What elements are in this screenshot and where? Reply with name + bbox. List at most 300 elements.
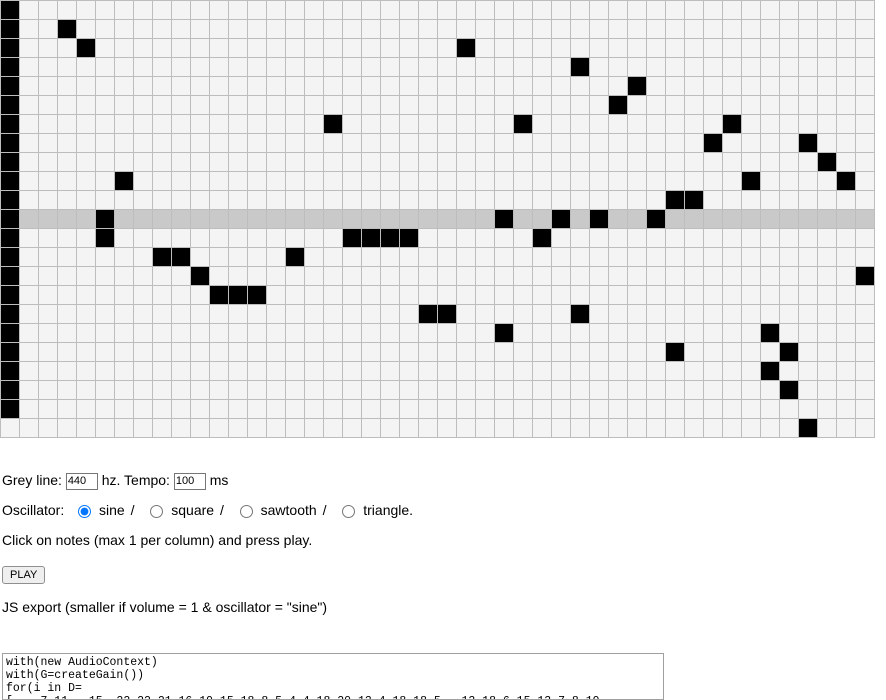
grid-cell[interactable] xyxy=(191,248,210,267)
grid-cell[interactable] xyxy=(96,267,115,286)
grid-cell[interactable] xyxy=(20,381,39,400)
grid-cell[interactable] xyxy=(476,343,495,362)
grid-cell[interactable] xyxy=(438,20,457,39)
grid-cell[interactable] xyxy=(628,286,647,305)
grid-cell[interactable] xyxy=(419,267,438,286)
grid-cell[interactable] xyxy=(685,324,704,343)
oscillator-option-square[interactable] xyxy=(140,502,229,518)
grid-cell[interactable] xyxy=(438,115,457,134)
grid-cell[interactable] xyxy=(856,191,875,210)
grid-cell[interactable] xyxy=(495,381,514,400)
grid-cell[interactable] xyxy=(172,77,191,96)
grid-cell[interactable] xyxy=(666,134,685,153)
grid-cell[interactable] xyxy=(457,229,476,248)
grid-cell[interactable] xyxy=(267,381,286,400)
grid-cell[interactable] xyxy=(533,1,552,20)
grid-cell[interactable] xyxy=(590,229,609,248)
grid-cell[interactable] xyxy=(39,419,58,438)
grid-cell[interactable] xyxy=(381,343,400,362)
grid-cell[interactable] xyxy=(305,286,324,305)
grid-cell[interactable] xyxy=(134,305,153,324)
grid-cell[interactable] xyxy=(267,229,286,248)
grid-cell[interactable] xyxy=(381,1,400,20)
grid-cell[interactable] xyxy=(248,77,267,96)
grid-cell[interactable] xyxy=(324,343,343,362)
grid-cell[interactable] xyxy=(172,58,191,77)
grid-cell[interactable] xyxy=(666,191,685,210)
grid-cell[interactable] xyxy=(210,400,229,419)
grid-cell[interactable] xyxy=(381,267,400,286)
grid-cell[interactable] xyxy=(495,153,514,172)
grid-cell[interactable] xyxy=(533,343,552,362)
grid-cell[interactable] xyxy=(172,248,191,267)
grid-cell[interactable] xyxy=(723,343,742,362)
grid-cell[interactable] xyxy=(666,229,685,248)
grid-cell[interactable] xyxy=(362,248,381,267)
grid-cell[interactable] xyxy=(229,153,248,172)
grid-cell[interactable] xyxy=(1,343,20,362)
grid-cell[interactable] xyxy=(457,39,476,58)
grid-cell[interactable] xyxy=(514,305,533,324)
grid-cell[interactable] xyxy=(742,267,761,286)
grid-cell[interactable] xyxy=(267,39,286,58)
grid-cell[interactable] xyxy=(571,286,590,305)
grid-cell[interactable] xyxy=(799,324,818,343)
grid-cell[interactable] xyxy=(495,20,514,39)
grid-cell[interactable] xyxy=(267,77,286,96)
grid-cell[interactable] xyxy=(172,229,191,248)
grid-cell[interactable] xyxy=(799,419,818,438)
grid-cell[interactable] xyxy=(1,286,20,305)
grid-cell[interactable] xyxy=(685,96,704,115)
grid-cell[interactable] xyxy=(172,210,191,229)
grid-cell[interactable] xyxy=(628,419,647,438)
grid-cell[interactable] xyxy=(400,400,419,419)
grid-cell[interactable] xyxy=(571,267,590,286)
grid-cell[interactable] xyxy=(20,58,39,77)
grid-cell[interactable] xyxy=(362,20,381,39)
grid-cell[interactable] xyxy=(666,400,685,419)
grid-cell[interactable] xyxy=(77,400,96,419)
grid-cell[interactable] xyxy=(628,1,647,20)
grid-cell[interactable] xyxy=(628,58,647,77)
grid-cell[interactable] xyxy=(457,20,476,39)
grid-cell[interactable] xyxy=(666,286,685,305)
grid-cell[interactable] xyxy=(837,305,856,324)
grid-cell[interactable] xyxy=(799,267,818,286)
grid-cell[interactable] xyxy=(20,229,39,248)
grid-cell[interactable] xyxy=(286,210,305,229)
grid-cell[interactable] xyxy=(248,362,267,381)
grid-cell[interactable] xyxy=(799,58,818,77)
grid-cell[interactable] xyxy=(552,96,571,115)
grid-cell[interactable] xyxy=(647,134,666,153)
grid-cell[interactable] xyxy=(799,115,818,134)
grid-cell[interactable] xyxy=(837,343,856,362)
grid-cell[interactable] xyxy=(666,267,685,286)
grid-cell[interactable] xyxy=(666,343,685,362)
grid-cell[interactable] xyxy=(685,58,704,77)
grid-cell[interactable] xyxy=(210,58,229,77)
grid-cell[interactable] xyxy=(856,20,875,39)
grid-cell[interactable] xyxy=(742,77,761,96)
grid-cell[interactable] xyxy=(514,96,533,115)
grid-cell[interactable] xyxy=(818,400,837,419)
grid-cell[interactable] xyxy=(381,419,400,438)
grid-cell[interactable] xyxy=(248,58,267,77)
grid-cell[interactable] xyxy=(761,324,780,343)
grid-cell[interactable] xyxy=(780,248,799,267)
grid-cell[interactable] xyxy=(362,400,381,419)
grid-cell[interactable] xyxy=(381,191,400,210)
grid-cell[interactable] xyxy=(495,77,514,96)
grid-cell[interactable] xyxy=(419,115,438,134)
grid-cell[interactable] xyxy=(837,362,856,381)
grid-cell[interactable] xyxy=(628,153,647,172)
grid-cell[interactable] xyxy=(267,210,286,229)
grid-cell[interactable] xyxy=(723,324,742,343)
grid-cell[interactable] xyxy=(153,153,172,172)
grid-cell[interactable] xyxy=(780,267,799,286)
grid-cell[interactable] xyxy=(476,58,495,77)
grid-cell[interactable] xyxy=(628,305,647,324)
grid-cell[interactable] xyxy=(685,248,704,267)
grid-cell[interactable] xyxy=(704,229,723,248)
grid-cell[interactable] xyxy=(552,58,571,77)
grid-cell[interactable] xyxy=(267,267,286,286)
grid-cell[interactable] xyxy=(343,96,362,115)
grid-cell[interactable] xyxy=(20,172,39,191)
grid-cell[interactable] xyxy=(742,58,761,77)
grid-cell[interactable] xyxy=(837,58,856,77)
grid-cell[interactable] xyxy=(153,115,172,134)
grid-cell[interactable] xyxy=(533,191,552,210)
grid-cell[interactable] xyxy=(533,400,552,419)
grid-cell[interactable] xyxy=(723,134,742,153)
grid-cell[interactable] xyxy=(248,248,267,267)
grid-cell[interactable] xyxy=(590,1,609,20)
grid-cell[interactable] xyxy=(571,362,590,381)
grid-cell[interactable] xyxy=(39,229,58,248)
grid-cell[interactable] xyxy=(495,39,514,58)
grid-cell[interactable] xyxy=(210,1,229,20)
grid-cell[interactable] xyxy=(39,210,58,229)
grid-cell[interactable] xyxy=(723,381,742,400)
grid-cell[interactable] xyxy=(438,286,457,305)
grid-cell[interactable] xyxy=(20,191,39,210)
grid-cell[interactable] xyxy=(685,115,704,134)
grid-cell[interactable] xyxy=(476,305,495,324)
grid-cell[interactable] xyxy=(533,96,552,115)
grid-cell[interactable] xyxy=(362,229,381,248)
grid-cell[interactable] xyxy=(248,191,267,210)
grid-cell[interactable] xyxy=(1,362,20,381)
grid-cell[interactable] xyxy=(96,39,115,58)
grid-cell[interactable] xyxy=(837,134,856,153)
grid-cell[interactable] xyxy=(761,58,780,77)
grid-cell[interactable] xyxy=(723,400,742,419)
grid-cell[interactable] xyxy=(115,1,134,20)
grid-cell[interactable] xyxy=(742,96,761,115)
grid-cell[interactable] xyxy=(799,229,818,248)
grid-cell[interactable] xyxy=(571,153,590,172)
grid-cell[interactable] xyxy=(58,39,77,58)
grid-cell[interactable] xyxy=(647,39,666,58)
grid-cell[interactable] xyxy=(286,248,305,267)
grid-cell[interactable] xyxy=(77,58,96,77)
grid-cell[interactable] xyxy=(324,77,343,96)
grid-cell[interactable] xyxy=(362,362,381,381)
grid-cell[interactable] xyxy=(419,191,438,210)
grid-cell[interactable] xyxy=(305,248,324,267)
grid-cell[interactable] xyxy=(856,77,875,96)
grid-cell[interactable] xyxy=(191,343,210,362)
grid-cell[interactable] xyxy=(628,77,647,96)
grid-cell[interactable] xyxy=(780,115,799,134)
grid-cell[interactable] xyxy=(609,134,628,153)
grid-cell[interactable] xyxy=(229,191,248,210)
grid-cell[interactable] xyxy=(248,1,267,20)
grid-cell[interactable] xyxy=(400,343,419,362)
grid-cell[interactable] xyxy=(723,172,742,191)
grid-cell[interactable] xyxy=(495,324,514,343)
grid-cell[interactable] xyxy=(457,400,476,419)
grid-cell[interactable] xyxy=(1,77,20,96)
grid-cell[interactable] xyxy=(362,77,381,96)
grid-cell[interactable] xyxy=(362,324,381,343)
grid-cell[interactable] xyxy=(324,362,343,381)
grid-cell[interactable] xyxy=(305,362,324,381)
grid-cell[interactable] xyxy=(1,248,20,267)
grid-cell[interactable] xyxy=(77,419,96,438)
grid-cell[interactable] xyxy=(514,229,533,248)
grid-cell[interactable] xyxy=(723,229,742,248)
grid-cell[interactable] xyxy=(267,324,286,343)
grid-cell[interactable] xyxy=(609,1,628,20)
grid-cell[interactable] xyxy=(685,362,704,381)
grid-cell[interactable] xyxy=(96,58,115,77)
grid-cell[interactable] xyxy=(609,362,628,381)
grid-cell[interactable] xyxy=(267,400,286,419)
grid-cell[interactable] xyxy=(305,96,324,115)
grid-cell[interactable] xyxy=(723,267,742,286)
grid-cell[interactable] xyxy=(343,381,362,400)
grid-cell[interactable] xyxy=(476,115,495,134)
grid-cell[interactable] xyxy=(514,1,533,20)
grid-cell[interactable] xyxy=(666,172,685,191)
grid-cell[interactable] xyxy=(324,381,343,400)
grid-cell[interactable] xyxy=(210,20,229,39)
grid-cell[interactable] xyxy=(742,172,761,191)
grid-cell[interactable] xyxy=(704,343,723,362)
grid-cell[interactable] xyxy=(723,153,742,172)
grid-cell[interactable] xyxy=(229,305,248,324)
grid-cell[interactable] xyxy=(191,58,210,77)
grid-cell[interactable] xyxy=(305,115,324,134)
grid-cell[interactable] xyxy=(856,362,875,381)
grid-cell[interactable] xyxy=(438,77,457,96)
grid-cell[interactable] xyxy=(723,115,742,134)
grid-cell[interactable] xyxy=(343,210,362,229)
grid-cell[interactable] xyxy=(457,419,476,438)
grid-cell[interactable] xyxy=(571,248,590,267)
grid-cell[interactable] xyxy=(153,1,172,20)
grid-cell[interactable] xyxy=(381,324,400,343)
grid-cell[interactable] xyxy=(115,115,134,134)
grid-cell[interactable] xyxy=(742,115,761,134)
grid-cell[interactable] xyxy=(77,39,96,58)
grid-cell[interactable] xyxy=(609,172,628,191)
grid-cell[interactable] xyxy=(438,381,457,400)
grid-cell[interactable] xyxy=(286,1,305,20)
grid-cell[interactable] xyxy=(780,96,799,115)
grid-cell[interactable] xyxy=(248,267,267,286)
grid-cell[interactable] xyxy=(191,286,210,305)
grid-cell[interactable] xyxy=(58,58,77,77)
grid-cell[interactable] xyxy=(571,58,590,77)
grid-cell[interactable] xyxy=(400,115,419,134)
grid-cell[interactable] xyxy=(191,381,210,400)
grid-cell[interactable] xyxy=(134,191,153,210)
grid-cell[interactable] xyxy=(761,343,780,362)
grid-cell[interactable] xyxy=(77,77,96,96)
grid-cell[interactable] xyxy=(39,20,58,39)
grid-cell[interactable] xyxy=(381,115,400,134)
grid-cell[interactable] xyxy=(286,96,305,115)
grid-cell[interactable] xyxy=(305,400,324,419)
grid-cell[interactable] xyxy=(533,172,552,191)
grid-cell[interactable] xyxy=(438,305,457,324)
grid-cell[interactable] xyxy=(571,400,590,419)
grid-cell[interactable] xyxy=(476,229,495,248)
grid-cell[interactable] xyxy=(647,305,666,324)
grid-cell[interactable] xyxy=(723,419,742,438)
grid-cell[interactable] xyxy=(533,381,552,400)
grid-cell[interactable] xyxy=(514,172,533,191)
grid-cell[interactable] xyxy=(267,286,286,305)
grid-cell[interactable] xyxy=(742,210,761,229)
grid-cell[interactable] xyxy=(476,324,495,343)
grid-cell[interactable] xyxy=(457,210,476,229)
grid-cell[interactable] xyxy=(172,286,191,305)
grid-cell[interactable] xyxy=(191,267,210,286)
grid-cell[interactable] xyxy=(457,343,476,362)
grid-cell[interactable] xyxy=(39,134,58,153)
grid-cell[interactable] xyxy=(514,77,533,96)
grid-cell[interactable] xyxy=(134,400,153,419)
grid-cell[interactable] xyxy=(419,419,438,438)
grid-cell[interactable] xyxy=(685,305,704,324)
grid-cell[interactable] xyxy=(628,229,647,248)
grid-cell[interactable] xyxy=(533,39,552,58)
grid-cell[interactable] xyxy=(571,1,590,20)
grid-cell[interactable] xyxy=(324,172,343,191)
grid-cell[interactable] xyxy=(438,267,457,286)
grid-cell[interactable] xyxy=(96,381,115,400)
grid-cell[interactable] xyxy=(324,39,343,58)
grid-cell[interactable] xyxy=(685,134,704,153)
grid-cell[interactable] xyxy=(77,362,96,381)
grid-cell[interactable] xyxy=(647,172,666,191)
grid-cell[interactable] xyxy=(267,343,286,362)
grid-cell[interactable] xyxy=(58,267,77,286)
oscillator-option-sine[interactable] xyxy=(68,502,140,518)
grid-cell[interactable] xyxy=(552,305,571,324)
grid-cell[interactable] xyxy=(856,324,875,343)
grid-cell[interactable] xyxy=(476,96,495,115)
grid-cell[interactable] xyxy=(761,191,780,210)
grid-cell[interactable] xyxy=(799,381,818,400)
grid-cell[interactable] xyxy=(419,20,438,39)
grid-cell[interactable] xyxy=(362,153,381,172)
grid-cell[interactable] xyxy=(1,39,20,58)
grid-cell[interactable] xyxy=(58,248,77,267)
grid-cell[interactable] xyxy=(58,362,77,381)
grid-cell[interactable] xyxy=(666,153,685,172)
grid-cell[interactable] xyxy=(39,77,58,96)
grid-cell[interactable] xyxy=(628,191,647,210)
grid-cell[interactable] xyxy=(533,77,552,96)
grid-cell[interactable] xyxy=(58,172,77,191)
grid-cell[interactable] xyxy=(609,191,628,210)
grid-cell[interactable] xyxy=(533,58,552,77)
grid-cell[interactable] xyxy=(210,39,229,58)
grid-cell[interactable] xyxy=(704,77,723,96)
grid-cell[interactable] xyxy=(590,267,609,286)
grid-cell[interactable] xyxy=(324,400,343,419)
grid-cell[interactable] xyxy=(362,1,381,20)
grid-cell[interactable] xyxy=(742,362,761,381)
grid-cell[interactable] xyxy=(305,58,324,77)
grid-cell[interactable] xyxy=(210,305,229,324)
grid-cell[interactable] xyxy=(1,134,20,153)
grid-cell[interactable] xyxy=(172,191,191,210)
grid-cell[interactable] xyxy=(609,210,628,229)
grid-cell[interactable] xyxy=(96,362,115,381)
grid-cell[interactable] xyxy=(191,172,210,191)
grid-cell[interactable] xyxy=(533,134,552,153)
grid-cell[interactable] xyxy=(324,96,343,115)
grid-cell[interactable] xyxy=(153,381,172,400)
grid-cell[interactable] xyxy=(723,39,742,58)
grid-cell[interactable] xyxy=(742,324,761,343)
grid-cell[interactable] xyxy=(248,305,267,324)
grid-cell[interactable] xyxy=(305,381,324,400)
grid-cell[interactable] xyxy=(153,191,172,210)
grid-cell[interactable] xyxy=(476,153,495,172)
grid-cell[interactable] xyxy=(419,58,438,77)
grid-cell[interactable] xyxy=(248,400,267,419)
grid-cell[interactable] xyxy=(20,400,39,419)
grid-cell[interactable] xyxy=(210,172,229,191)
grid-cell[interactable] xyxy=(248,20,267,39)
grid-cell[interactable] xyxy=(172,134,191,153)
grid-cell[interactable] xyxy=(77,305,96,324)
grid-cell[interactable] xyxy=(799,400,818,419)
tempo-input[interactable] xyxy=(174,473,206,490)
grid-cell[interactable] xyxy=(20,343,39,362)
grid-cell[interactable] xyxy=(552,381,571,400)
grid-cell[interactable] xyxy=(495,267,514,286)
grid-cell[interactable] xyxy=(457,381,476,400)
grid-cell[interactable] xyxy=(210,419,229,438)
grid-cell[interactable] xyxy=(628,172,647,191)
grid-cell[interactable] xyxy=(400,229,419,248)
grid-cell[interactable] xyxy=(191,153,210,172)
grid-cell[interactable] xyxy=(533,115,552,134)
grid-cell[interactable] xyxy=(305,305,324,324)
grid-cell[interactable] xyxy=(837,153,856,172)
